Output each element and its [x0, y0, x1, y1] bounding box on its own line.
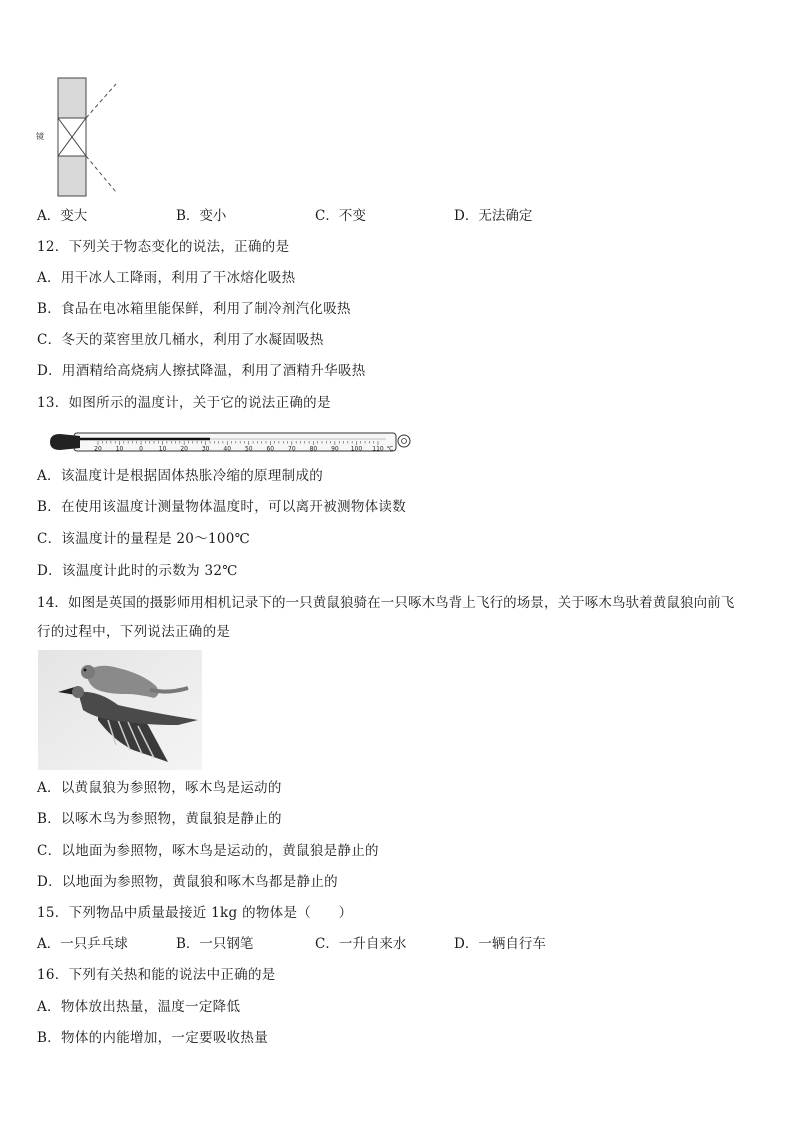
thermometer-tick-label: 90: [331, 445, 339, 453]
q16-stem: 16．下列有关热和能的说法中正确的是: [37, 967, 276, 983]
q16-option-b: B．物体的内能增加，一定要吸收热量: [37, 1030, 269, 1046]
mirror-diagram: [36, 76, 120, 200]
q14-option-a: A．以黄鼠狼为参照物，啄木鸟是运动的: [37, 780, 282, 796]
q14-option-c: C．以地面为参照物，啄木鸟是运动的，黄鼠狼是静止的: [37, 843, 379, 859]
q12-option-c: C．冬天的菜窖里放几桶水，利用了水凝固吸热: [37, 332, 324, 348]
q14-stem-line1: 14．如图是英国的摄影师用相机记录下的一只黄鼠狼骑在一只啄木鸟背上飞行的场景，关于啄木鸟驮着黄鼠狼向前飞: [37, 595, 735, 611]
q11-option-c: C．不变: [315, 208, 366, 224]
q14-stem-line2: 行的过程中，下列说法正确的是: [37, 624, 231, 640]
thermometer-tick-label: 20: [94, 445, 102, 453]
q15-stem: 15．下列物品中质量最接近 1kg 的物体是（ ）: [37, 905, 353, 921]
thermometer-tick-label: 70: [288, 445, 296, 453]
q13-option-c: C．该温度计的量程是 20～100℃: [37, 531, 251, 547]
q11-option-d: D．无法确定: [454, 208, 533, 224]
q11-option-b: B．变小: [176, 208, 227, 224]
thermometer-tick-label: 50: [244, 445, 253, 453]
q13-option-b: B．在使用该温度计测量物体温度时，可以离开被测物体读数: [37, 499, 407, 515]
q13-option-d: D．该温度计此时的示数为 32℃: [37, 563, 238, 579]
thermometer-tick-label: 30: [201, 445, 210, 453]
q14-option-d: D．以地面为参照物，黄鼠狼和啄木鸟都是静止的: [37, 874, 338, 890]
thermometer-tick-label: 10: [158, 445, 167, 453]
q12-option-a: A．用干冰人工降雨，利用了干冰熔化吸热: [37, 270, 296, 286]
q16-option-a: A．物体放出热量，温度一定降低: [37, 999, 241, 1015]
q15-option-a: A．一只乒乓球: [37, 936, 128, 952]
mirror-label: 镜: [36, 132, 44, 141]
thermometer-tick-label: 0: [139, 445, 143, 453]
q15-option-b: B．一只钢笔: [176, 936, 254, 952]
thermometer-tick-label: 60: [266, 445, 275, 453]
thermometer-tick-label: 40: [223, 445, 232, 453]
thermometer-figure: [46, 428, 416, 458]
q11-option-a: A．变大: [37, 208, 88, 224]
q12-option-b: B．食品在电冰箱里能保鲜，利用了制冷剂汽化吸热: [37, 301, 351, 317]
q12-option-d: D．用酒精给高烧病人擦拭降温，利用了酒精升华吸热: [37, 363, 366, 379]
thermometer-tick-label: 80: [309, 445, 318, 453]
thermometer-tick-label: 10: [115, 445, 124, 453]
q14-option-b: B．以啄木鸟为参照物，黄鼠狼是静止的: [37, 811, 282, 827]
q13-stem: 13．如图所示的温度计，关于它的说法正确的是: [37, 395, 331, 411]
thermometer-tick-label: 20: [180, 445, 188, 453]
thermometer-tick-label: ℃: [386, 445, 394, 453]
q12-stem: 12．下列关于物态变化的说法，正确的是: [37, 239, 290, 255]
thermometer-tick-label: 110: [372, 445, 384, 453]
q15-option-d: D．一辆自行车: [454, 936, 546, 952]
q15-option-c: C．一升自来水: [315, 936, 407, 952]
weasel-woodpecker-photo: [38, 650, 202, 770]
thermometer-tick-label: 100: [350, 445, 363, 453]
q13-option-a: A．该温度计是根据固体热胀冷缩的原理制成的: [37, 468, 324, 484]
